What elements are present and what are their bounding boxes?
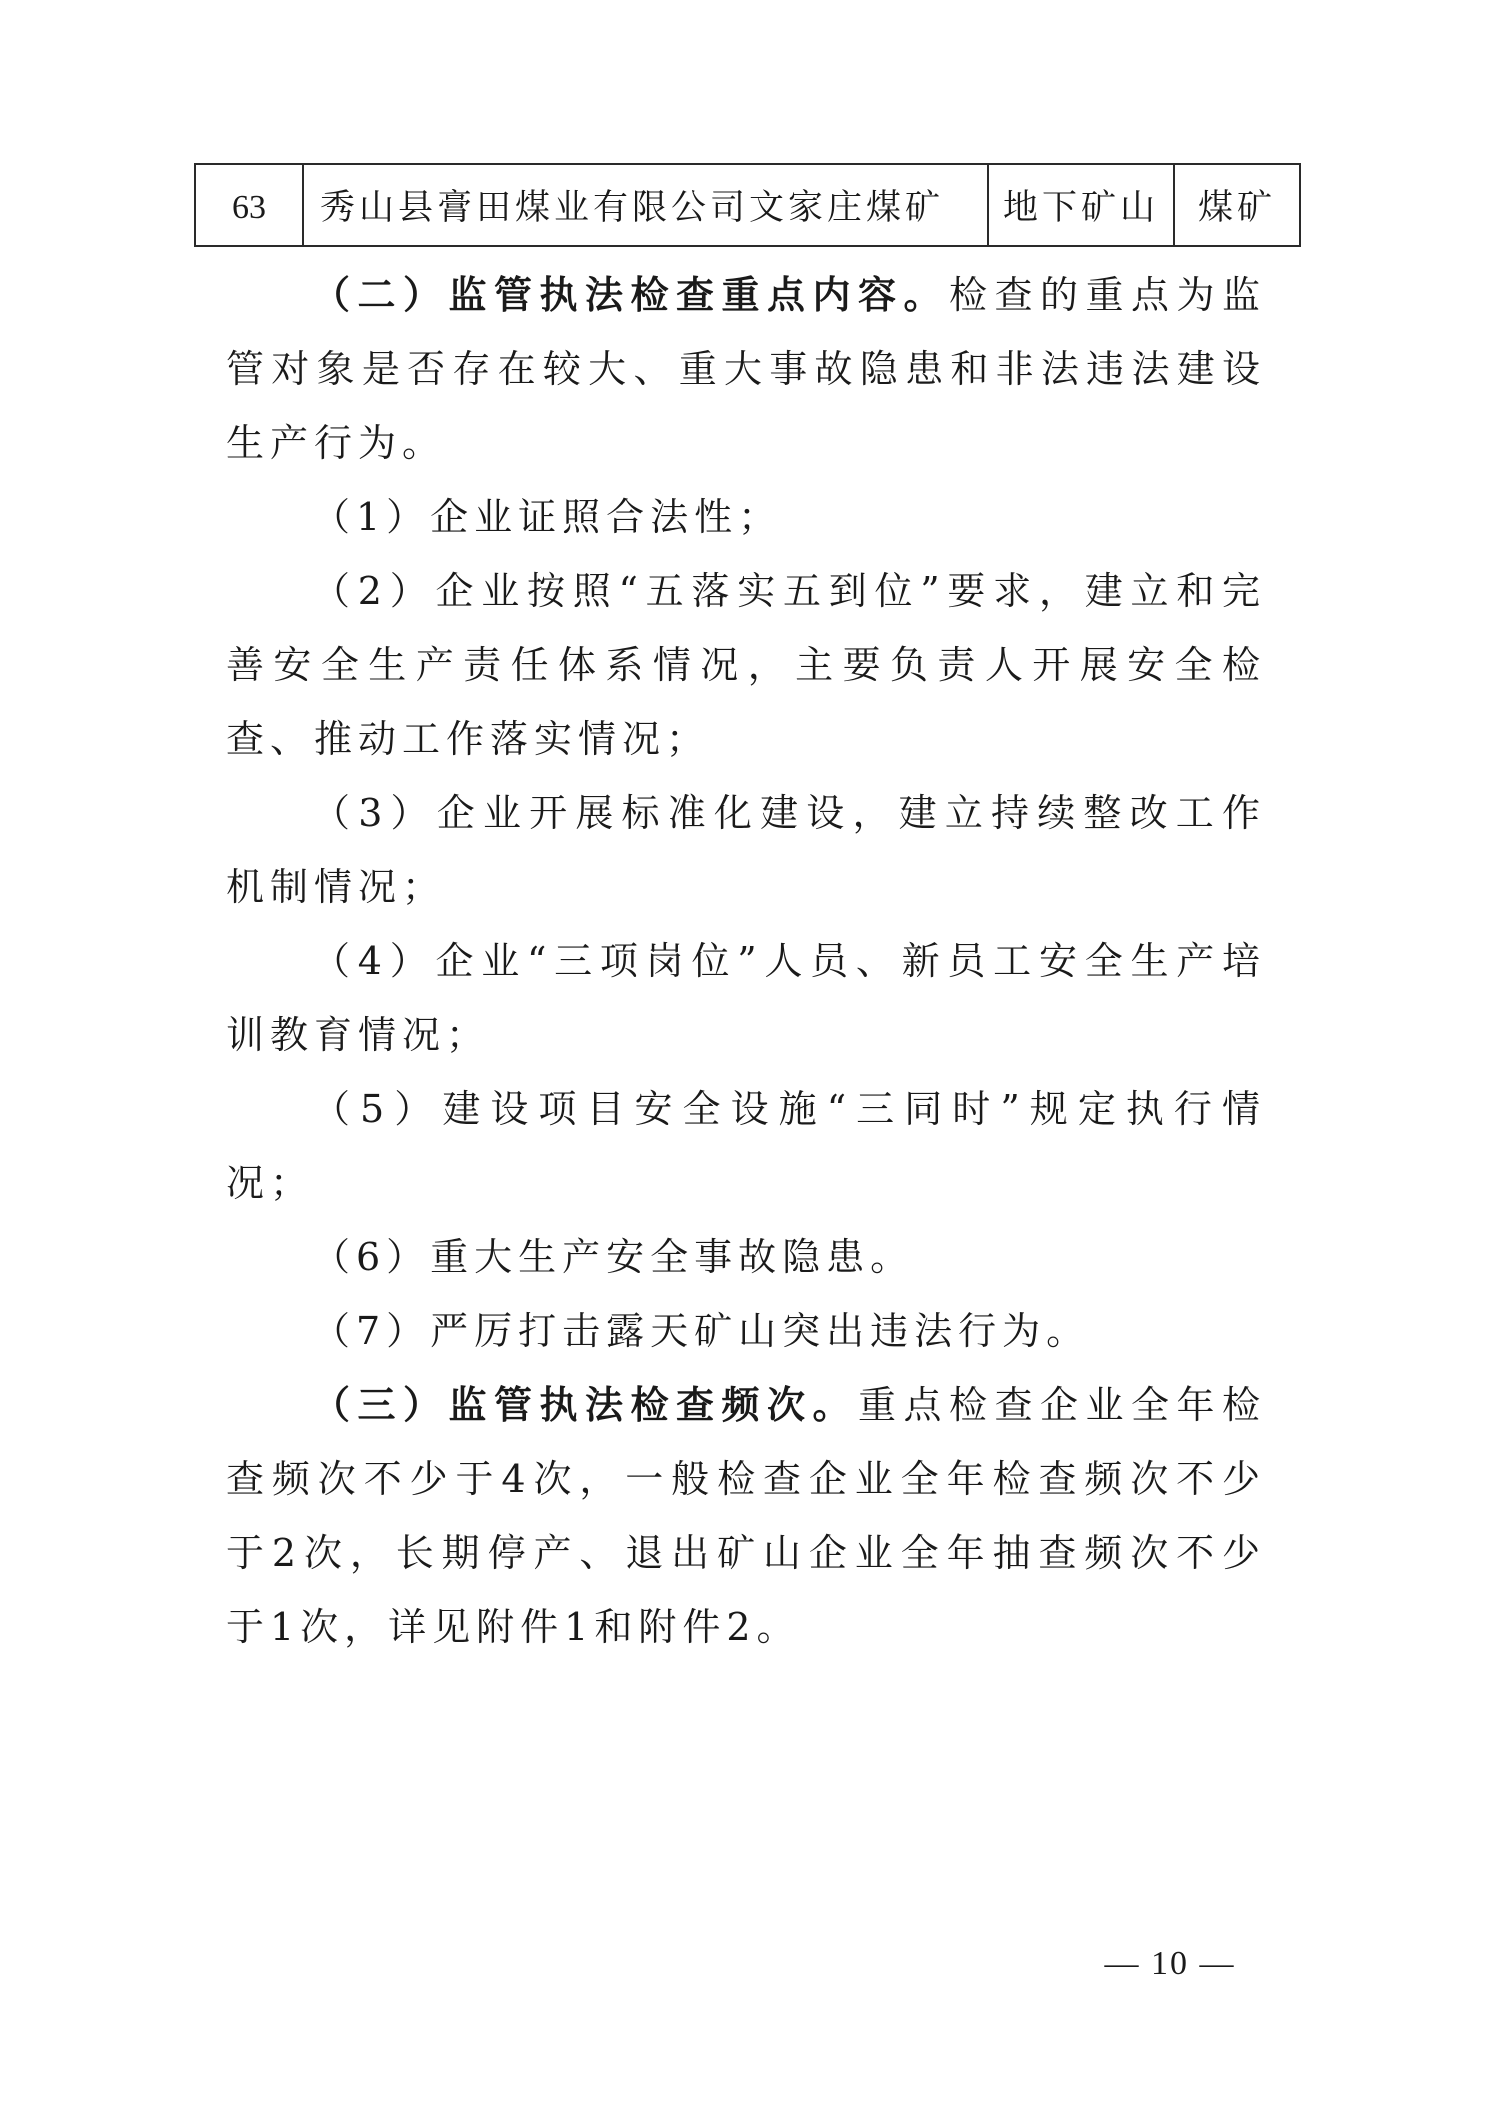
list-item-6: （6）重大生产安全事故隐患。	[312, 1235, 915, 1279]
row-number: 63	[195, 164, 303, 246]
section-heading-3: （三）监管执法检查频次。	[312, 1382, 858, 1427]
list-item-2: （2）企业按照“五落实五到位”要求，建立和完善安全生产责任体系情况，主要负责人开展安全检查、推动工作落实情况；	[226, 569, 1266, 761]
paragraph-inspection-frequency	[226, 1368, 1266, 1664]
list-item-1: （1）企业证照合法性；	[312, 495, 783, 539]
paragraph-inspection-focus	[226, 258, 1266, 480]
paragraph-text: 检查的重点为监管对象是否存在较大、重大事故隐患和非法违法建设生产行为。	[226, 273, 1266, 465]
list-item-3: （3）企业开展标准化建设，建立持续整改工作机制情况；	[226, 791, 1266, 909]
table-row	[195, 164, 1300, 246]
list-item-4: （4）企业“三项岗位”人员、新员工安全生产培训教育情况；	[226, 939, 1266, 1057]
mine-type: 地下矿山	[988, 164, 1174, 246]
company-name: 秀山县膏田煤业有限公司文家庄煤矿	[303, 164, 988, 246]
list-item-5: （5）建设项目安全设施“三同时”规定执行情况；	[226, 1087, 1266, 1205]
page-number: — 10 —	[1104, 1945, 1236, 1982]
body-text	[226, 258, 1266, 1664]
section-heading-2: （二）监管执法检查重点内容。	[312, 272, 949, 317]
mine-category: 煤矿	[1174, 164, 1300, 246]
paragraph-text: 重点检查企业全年检查频次不少于4次，一般检查企业全年检查频次不少于2次，长期停产、退出矿山企业全年抽查频次不少于1次，详见附件1和附件2。	[226, 1383, 1266, 1649]
mine-list-table	[194, 163, 1301, 247]
list-item-7: （7）严厉打击露天矿山突出违法行为。	[312, 1309, 1091, 1353]
